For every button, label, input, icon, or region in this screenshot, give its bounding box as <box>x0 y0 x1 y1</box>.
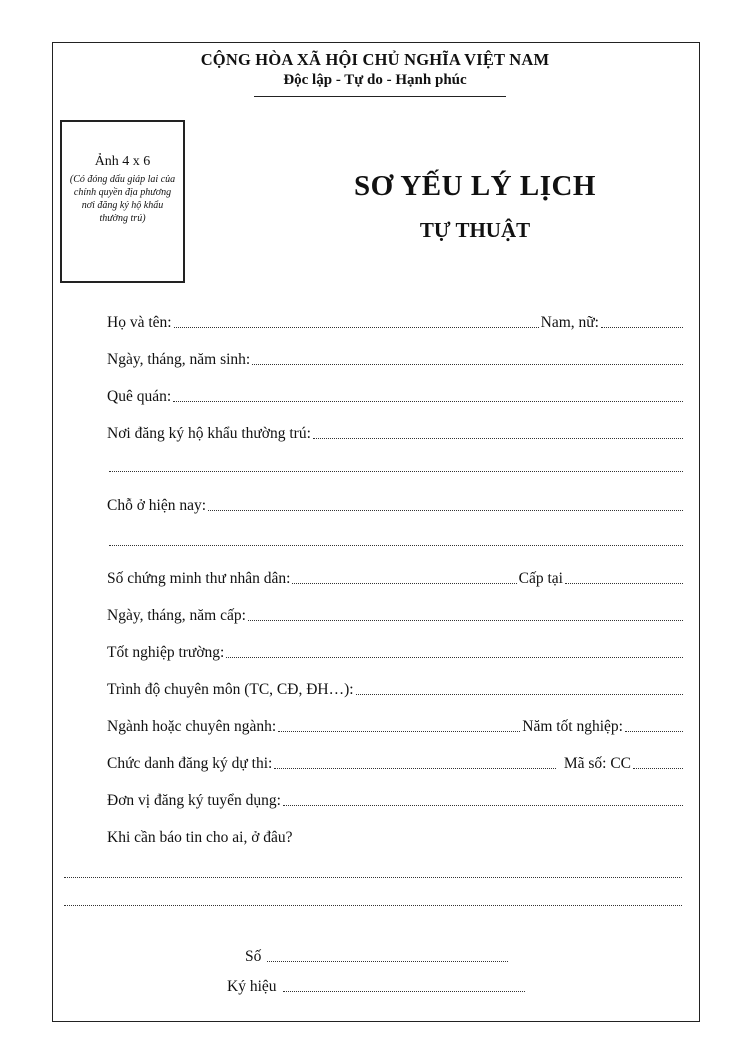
photo-size-label: Ảnh 4 x 6 <box>94 154 151 169</box>
recruiting-unit-label: Đơn vị đăng ký tuyển dụng: <box>107 792 281 809</box>
major-blank[interactable] <box>278 731 520 732</box>
field-recruiting-unit[interactable] <box>107 788 685 810</box>
graduation-year-label: Năm tốt nghiệp: <box>522 718 623 735</box>
field-hometown[interactable] <box>107 384 685 406</box>
issue-date-blank[interactable] <box>248 620 683 621</box>
symbol-label: Ký hiệu <box>227 978 277 995</box>
current-residence-blank[interactable] <box>208 510 683 511</box>
graduated-school-label: Tốt nghiệp trường: <box>107 644 225 661</box>
permanent-residence-blank[interactable] <box>313 438 683 439</box>
code-label: Mã số: CC <box>563 755 631 772</box>
photo-note: (Có đóng dấu giáp lai của chính quyền địa phương nơi đăng ký hộ khẩu thường trú) <box>69 174 176 224</box>
field-graduated-school[interactable] <box>107 640 685 662</box>
symbol-field[interactable] <box>227 974 527 996</box>
national-slogan: Độc lập - Tự do - Hạnh phúc <box>283 72 467 88</box>
applied-position-label: Chức danh đăng ký dự thi: <box>107 755 273 772</box>
id-number-blank[interactable] <box>292 583 516 584</box>
code-blank[interactable] <box>633 768 683 769</box>
full-name-label: Họ và tên: <box>107 314 172 331</box>
major-label: Ngành hoặc chuyên ngành: <box>107 718 277 735</box>
gender-blank[interactable] <box>601 327 683 328</box>
motto-underline <box>254 96 506 97</box>
hometown-label: Quê quán: <box>107 388 172 405</box>
field-permanent-residence[interactable] <box>107 421 685 443</box>
field-major[interactable] <box>107 714 685 736</box>
field-contact <box>107 825 685 847</box>
contact-blank-2[interactable] <box>64 905 682 906</box>
national-motto: CỘNG HÒA XÃ HỘI CHỦ NGHĨA VIỆT NAM <box>200 50 550 69</box>
qualification-label: Trình độ chuyên môn (TC, CĐ, ĐH…): <box>107 681 354 698</box>
field-current-residence[interactable] <box>107 493 685 515</box>
field-full-name[interactable] <box>107 310 685 332</box>
graduated-school-blank[interactable] <box>226 657 683 658</box>
current-residence-label: Chỗ ở hiện nay: <box>107 497 207 514</box>
birth-date-blank[interactable] <box>252 364 683 365</box>
permanent-residence-blank-2[interactable] <box>109 471 683 472</box>
symbol-blank[interactable] <box>283 991 525 992</box>
field-applied-position[interactable] <box>107 751 685 773</box>
photo-box <box>60 120 185 283</box>
issued-at-label: Cấp tại <box>518 570 563 587</box>
document-title: SƠ YẾU LÝ LỊCH <box>353 170 596 202</box>
number-label: Số <box>245 948 262 965</box>
field-birth-date[interactable] <box>107 347 685 369</box>
recruiting-unit-blank[interactable] <box>283 805 683 806</box>
field-issue-date[interactable] <box>107 603 685 625</box>
qualification-blank[interactable] <box>356 694 683 695</box>
id-number-label: Số chứng minh thư nhân dân: <box>107 570 291 587</box>
full-name-blank[interactable] <box>174 327 539 328</box>
current-residence-blank-2[interactable] <box>109 545 683 546</box>
contact-blank-1[interactable] <box>64 877 682 878</box>
number-blank[interactable] <box>267 961 508 962</box>
applied-position-blank[interactable] <box>274 768 555 769</box>
document-subtitle: TỰ THUẬT <box>419 218 531 242</box>
issued-at-blank[interactable] <box>565 583 683 584</box>
number-field[interactable] <box>245 944 510 966</box>
field-id-number[interactable] <box>107 566 685 588</box>
field-qualification[interactable] <box>107 677 685 699</box>
graduation-year-blank[interactable] <box>625 731 683 732</box>
permanent-residence-label: Nơi đăng ký hộ khẩu thường trú: <box>107 425 311 442</box>
contact-label: Khi cần báo tin cho ai, ở đâu? <box>107 829 293 846</box>
hometown-blank[interactable] <box>173 401 683 402</box>
birth-date-label: Ngày, tháng, năm sinh: <box>107 351 251 368</box>
gender-label: Nam, nữ: <box>540 314 599 331</box>
issue-date-label: Ngày, tháng, năm cấp: <box>107 607 246 624</box>
